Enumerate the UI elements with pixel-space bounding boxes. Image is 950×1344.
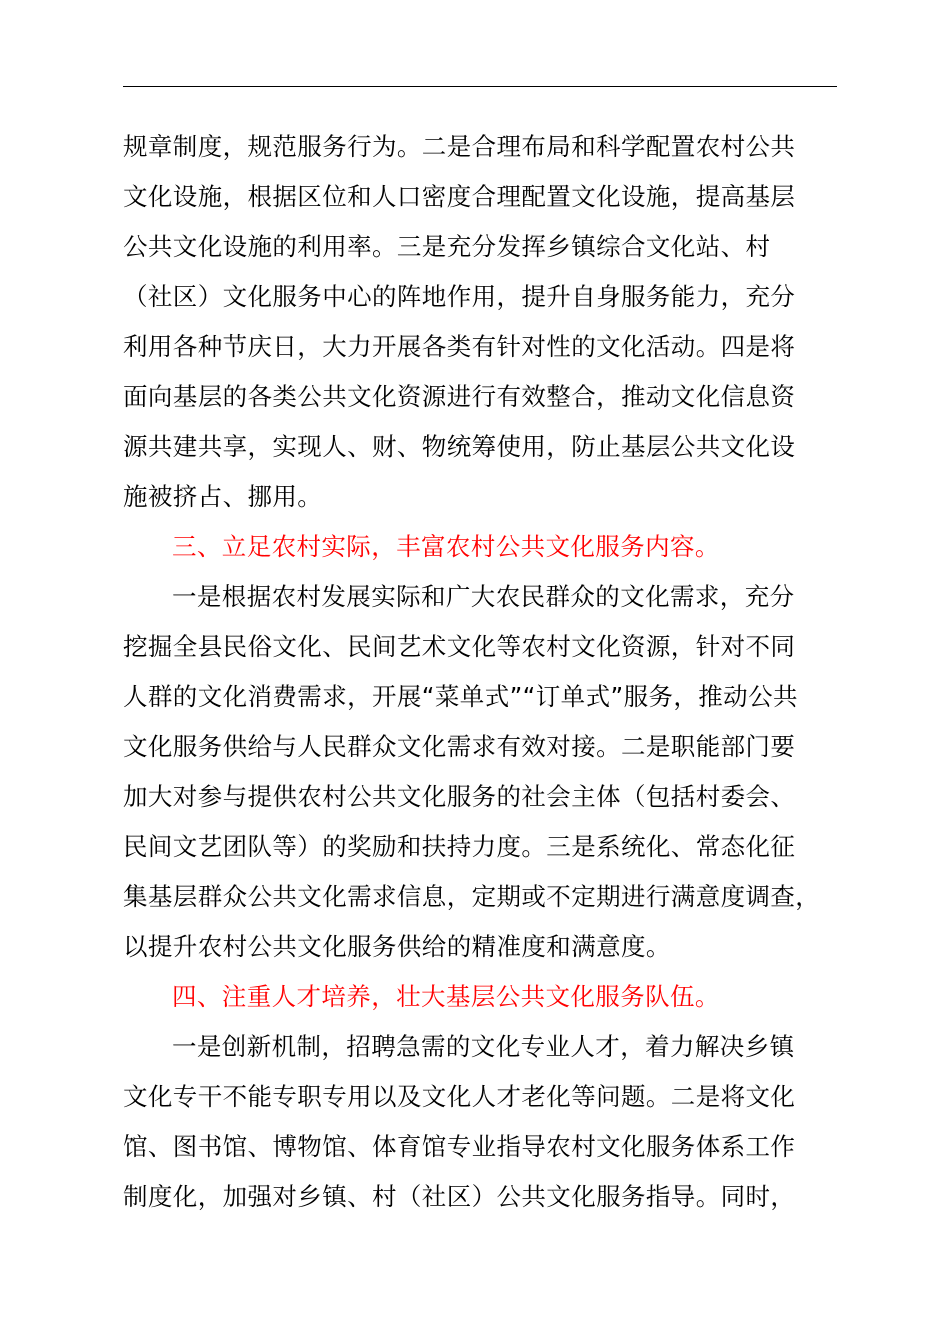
- document-body: [123, 122, 863, 1222]
- text-line: 人群的文化消费需求，开展“菜单式”“订单式”服务，推动公共: [123, 682, 798, 711]
- text-line: 集基层群众公共文化需求信息，定期或不定期进行满意度调查，: [123, 882, 821, 911]
- text-line: 一是根据农村发展实际和广大农民群众的文化需求，充分: [172, 582, 795, 611]
- text-line: 规章制度，规范服务行为。二是合理布局和科学配置农村公共: [123, 132, 796, 161]
- text-line: 制度化，加强对乡镇、村（社区）公共文化服务指导。同时，: [123, 1182, 796, 1211]
- text-line: （社区）文化服务中心的阵地作用，提升自身服务能力，充分: [123, 282, 796, 311]
- text-line: 面向基层的各类公共文化资源进行有效整合，推动文化信息资: [123, 382, 796, 411]
- text-line: 公共文化设施的利用率。三是充分发挥乡镇综合文化站、村: [123, 232, 771, 261]
- text-line: 以提升农村公共文化服务供给的精准度和满意度。: [123, 932, 671, 961]
- header-rule: [123, 86, 837, 87]
- text-line: 加大对参与提供农村公共文化服务的社会主体（包括村委会、: [123, 782, 796, 811]
- text-line: 馆、图书馆、博物馆、体育馆专业指导农村文化服务体系工作: [123, 1132, 796, 1161]
- text-line: 民间文艺团队等）的奖励和扶持力度。三是系统化、常态化征: [123, 832, 796, 861]
- text-line: 文化设施，根据区位和人口密度合理配置文化设施，提高基层: [123, 182, 796, 211]
- text-line: 源共建共享，实现人、财、物统筹使用，防止基层公共文化设: [123, 432, 796, 461]
- text-line: 文化专干不能专职专用以及文化人才老化等问题。二是将文化: [123, 1082, 796, 1111]
- text-line: 利用各种节庆日，大力开展各类有针对性的文化活动。四是将: [123, 332, 796, 361]
- text-line: 文化服务供给与人民群众文化需求有效对接。二是职能部门要: [123, 732, 796, 761]
- section-heading: 三、立足农村实际，丰富农村公共文化服务内容。: [172, 532, 720, 561]
- text-line: 挖掘全县民俗文化、民间艺术文化等农村文化资源，针对不同: [123, 632, 796, 661]
- section-heading: 四、注重人才培养，壮大基层公共文化服务队伍。: [172, 982, 720, 1011]
- text-line: 施被挤占、挪用。: [123, 482, 323, 511]
- text-line: 一是创新机制，招聘急需的文化专业人才，着力解决乡镇: [172, 1032, 795, 1061]
